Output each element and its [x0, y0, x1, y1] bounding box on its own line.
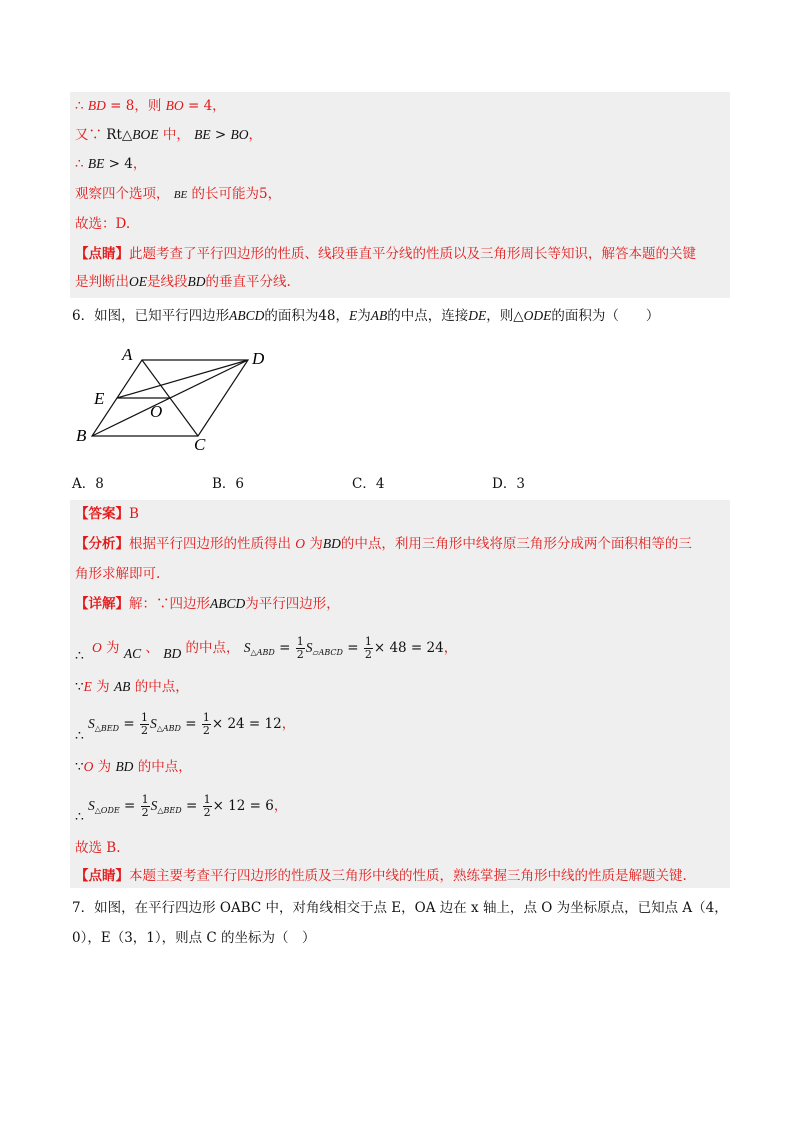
fraction-half: $\frac{1}{2}$	[141, 793, 149, 819]
comment-line-1: 【点睛】此题考查了平行四边形的性质、线段垂直平分线的性质以及三角形周长等知识，解答本题的关键	[75, 246, 696, 262]
label-o: O	[150, 402, 163, 421]
option-b[interactable]: B．6	[212, 476, 245, 492]
detail-line-6: $S_{\triangle ODE}$ = $\frac{1}{2}$ $S_{\triangle BED}$ = $\frac{1}{2}$ × 12 = 6，	[88, 793, 288, 819]
comment-line-q6: 【点睛】本题主要考查平行四边形的性质及三角形中线的性质，熟练掌握三角形中线的性质是解题关键.	[75, 868, 687, 884]
answer-line: 【答案】B	[75, 506, 139, 522]
solution-line-5: 故选：D.	[75, 216, 131, 232]
label-d: D	[252, 349, 265, 368]
question-7-line-2: 0），E（3，1），则点 C 的坐标为（ ）	[72, 930, 316, 946]
analysis-line-1: 【分析】根据平行四边形的性质得出 O 为BD的中点，利用三角形中线将原三角形分成两个面积相等的三	[75, 536, 692, 552]
question-6-solution-block	[70, 500, 730, 888]
analysis-tag: 【分析】	[75, 536, 129, 552]
formula-area-bed: $S_{\triangle BED}$ = $\frac{1}{2}$ $S_{\triangle ABD}$ = $\frac{1}{2}$ × 24 = 12	[88, 711, 282, 737]
fraction-half: $\frac{1}{2}$	[364, 635, 372, 661]
previous-solution-block	[70, 92, 730, 298]
formula-area-ode: $S_{\triangle ODE}$ = $\frac{1}{2}$ $S_{\triangle BED}$ = $\frac{1}{2}$ × 12 = 6	[88, 793, 274, 819]
label-b: B	[76, 426, 87, 445]
option-a[interactable]: A．8	[72, 476, 104, 492]
comment-tag: 【点睛】	[75, 246, 129, 262]
detail-line-5: ∵O 为 BD 的中点，	[75, 759, 192, 775]
comment-line-2: 是判断出OE是线段BD的垂直平分线.	[75, 274, 291, 290]
label-c: C	[194, 435, 206, 454]
therefore-symbol-1: ∴	[75, 648, 84, 664]
question-7-line-1: 7．如图，在平行四边形 OABC 中，对角线相交于点 E，OA 边在 x 轴上，点 O 为坐标原点，已知点 A（4，	[72, 900, 728, 916]
option-d[interactable]: D．3	[492, 476, 525, 492]
solution-line-4: 观察四个选项， BE 的长可能为5，	[75, 186, 282, 202]
solution-line-2: 又∵ Rt△BOE 中， BE > BO，	[75, 127, 263, 143]
solution-line-1: ∴ BD = 8，则 BO = 4，	[75, 98, 226, 114]
detail-line-4: $S_{\triangle BED}$ = $\frac{1}{2}$ $S_{\triangle ABD}$ = $\frac{1}{2}$ × 24 = 12，	[88, 711, 296, 737]
formula-area-abd: $S_{\triangle ABD}$ = $\frac{1}{2}$ $S_{▱ABCD}$ = $\frac{1}{2}$ × 48 = 24	[243, 635, 444, 661]
analysis-line-2: 角形求解即可.	[75, 566, 161, 582]
fraction-half: $\frac{1}{2}$	[202, 711, 210, 737]
therefore-symbol-2: ∴	[75, 728, 84, 744]
parallelogram-figure	[70, 340, 270, 455]
detail-line-1: 【详解】解：∵四边形ABCD为平行四边形，	[75, 596, 340, 612]
answer-tag: 【答案】	[75, 506, 129, 522]
fraction-half: $\frac{1}{2}$	[203, 793, 211, 819]
label-e: E	[94, 389, 105, 408]
detail-line-2: O 为 AC 、 BD 的中点， $S_{\triangle ABD}$ = $\frac{1}{2}$ $S_{▱ABCD}$ = $\frac{1}{2}$ × 48 = 24，	[92, 635, 458, 661]
detail-tag: 【详解】	[75, 596, 129, 612]
option-c[interactable]: C．4	[352, 476, 385, 492]
detail-line-3: ∵E 为 AB 的中点，	[75, 679, 189, 695]
solution-line-3: ∴ BE > 4，	[75, 156, 147, 172]
comment-tag: 【点睛】	[75, 868, 129, 884]
therefore-symbol-3: ∴	[75, 809, 84, 825]
fraction-half: $\frac{1}{2}$	[140, 711, 148, 737]
question-6-stem: 6．如图，已知平行四边形ABCD的面积为48，E为AB的中点，连接DE，则△ODE的面积为（ ）	[72, 308, 660, 324]
fraction-half: $\frac{1}{2}$	[296, 635, 304, 661]
label-a: A	[122, 345, 133, 364]
conclusion-line: 故选 B.	[75, 840, 121, 856]
